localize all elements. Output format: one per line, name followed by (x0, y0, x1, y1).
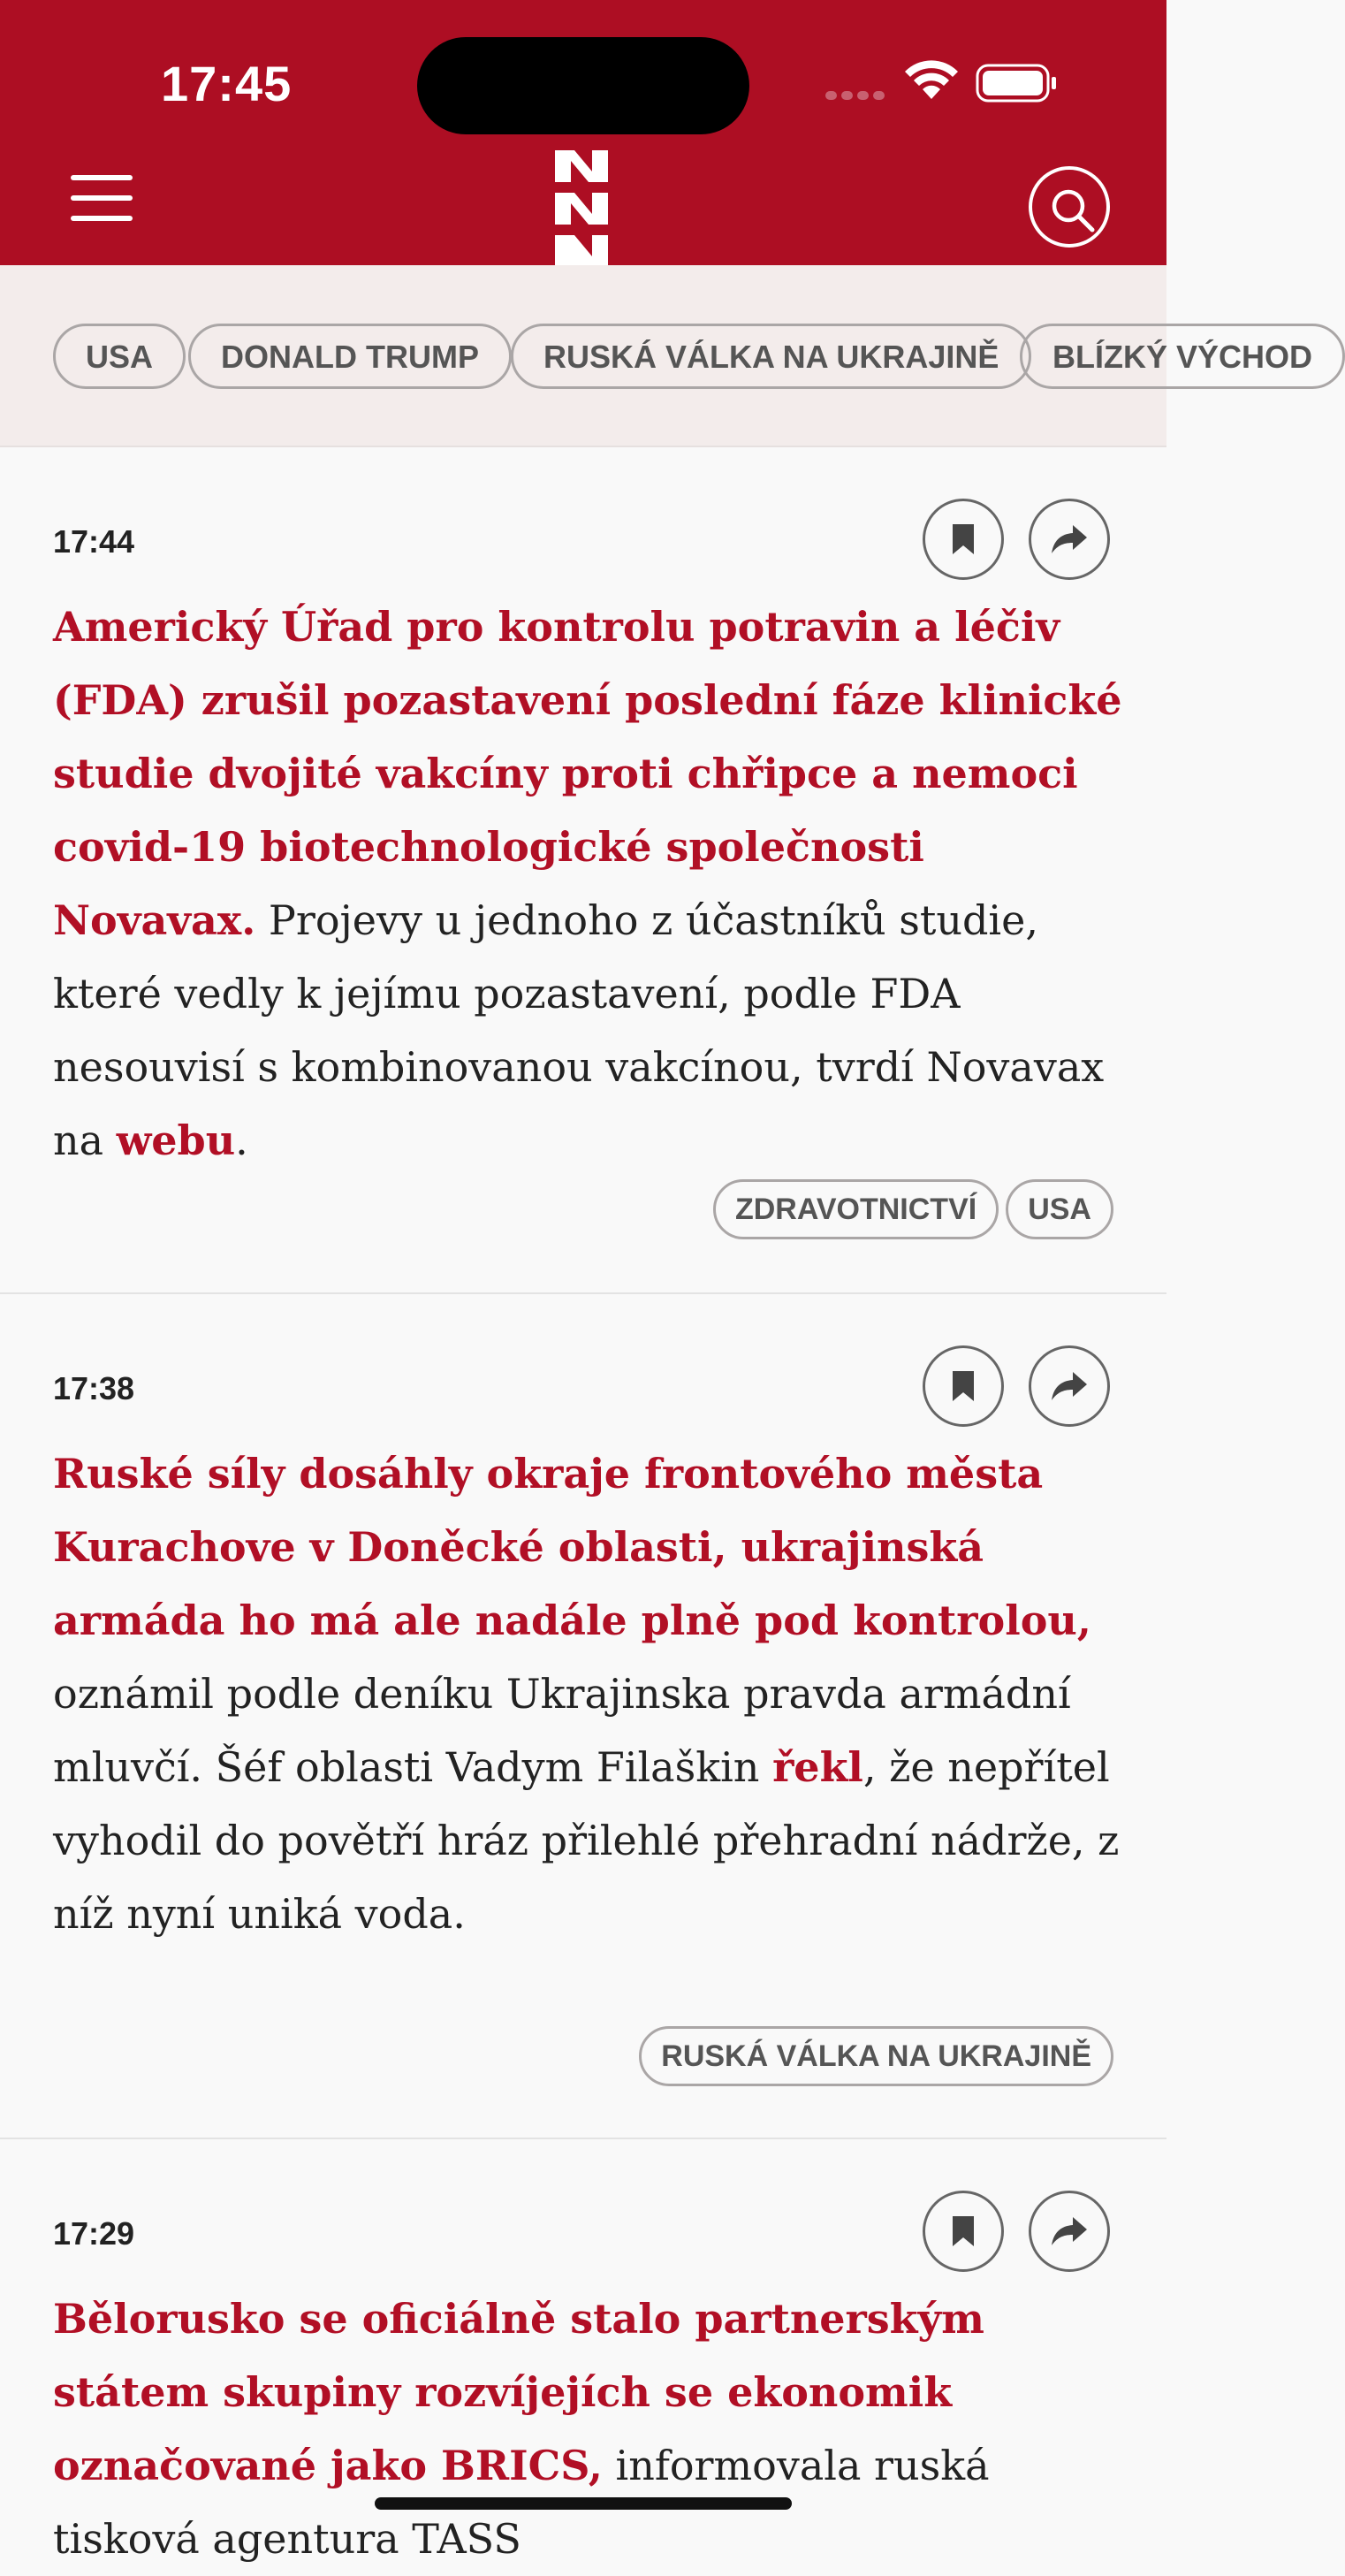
bookmark-icon (951, 522, 976, 556)
article-body-end: , že nepřítel vyhodil do povětří hráz přilehlé přehradní nádrže, z níž nyní uniká voda. (53, 1743, 1120, 1938)
article-headline[interactable]: Americký Úřad pro kontrolu potravin a léčiv (FDA) zrušil pozastavení poslední fáze klinické studie dvojité vakcíny proti chřipce a nemoci covid-19 biotechnologické společnosti Novavax. (53, 603, 1122, 944)
article-headline[interactable]: Ruské síly dosáhly okraje frontového města Kurachove v Doněcké oblasti, ukrajinská armáda ho má ale nadále plně pod kontrolou, (53, 1450, 1091, 1644)
article-tags (639, 2026, 1113, 2086)
bookmark-icon (951, 1369, 976, 1403)
article-body: informovala ruská tisková agentura TASS (53, 2442, 990, 2563)
share-button[interactable] (1029, 499, 1110, 580)
tag-zdravotnictvi[interactable]: ZDRAVOTNICTVÍ (713, 1179, 999, 1239)
topic-chip-bar[interactable] (0, 265, 1313, 447)
article-link[interactable]: webu (116, 1117, 236, 1164)
article-text (53, 1437, 1122, 1951)
article-item[interactable] (0, 1292, 1166, 2139)
article-text (53, 591, 1122, 1177)
chip-ruska-valka[interactable]: RUSKÁ VÁLKA NA UKRAJINĚ (511, 324, 1031, 389)
status-time: 17:45 (161, 56, 293, 111)
article-text (53, 2283, 1122, 2576)
chip-usa[interactable]: USA (53, 324, 186, 389)
article-time: 17:44 (53, 523, 135, 560)
wifi-icon (903, 60, 960, 101)
article-body: Projevy u jednoho z účastníků studie, které vedly k jejímu pozastavení, podle FDA nesouvisí s kombinovanou vakcínou, tvrdí Novavax na (53, 896, 1105, 1164)
chip-donald-trump[interactable]: DONALD TRUMP (188, 324, 512, 389)
search-button[interactable] (1029, 166, 1110, 248)
share-button[interactable] (1029, 1345, 1110, 1427)
article-link[interactable]: řekl (772, 1743, 863, 1791)
tag-ruska-valka[interactable]: RUSKÁ VÁLKA NA UKRAJINĚ (639, 2026, 1113, 2086)
article-body: oznámil podle deníku Ukrajinska pravda armádní mluvčí. Šéf oblasti Vadym Filaškin (53, 1670, 1071, 1791)
home-indicator[interactable] (375, 2497, 792, 2510)
bookmark-button[interactable] (923, 1345, 1004, 1427)
cellular-signal-icon (825, 88, 889, 104)
article-time: 17:38 (53, 1370, 135, 1406)
share-icon (1050, 1370, 1089, 1402)
menu-button[interactable] (71, 175, 141, 239)
share-icon (1050, 2215, 1089, 2247)
battery-icon (976, 64, 1059, 103)
article-time: 17:29 (53, 2215, 135, 2252)
article-body-end: . (235, 1117, 248, 1164)
tag-usa[interactable]: USA (1006, 1179, 1113, 1239)
dynamic-island (417, 37, 749, 134)
share-button[interactable] (1029, 2191, 1110, 2272)
bookmark-button[interactable] (923, 499, 1004, 580)
brand-logo[interactable] (548, 147, 619, 265)
search-icon (1050, 187, 1096, 233)
article-headline[interactable]: Bělorusko se oficiálně stalo partnerským státem skupiny rozvíjejích se ekonomik označované jako BRICS, (53, 2295, 984, 2489)
top-app-bar (0, 0, 1166, 265)
share-icon (1050, 523, 1089, 555)
article-item[interactable] (0, 2138, 1166, 2563)
bookmark-icon (951, 2214, 976, 2248)
article-tags (713, 1179, 1113, 1239)
chip-blizky-vychod[interactable]: BLÍZKÝ VÝCHOD (1020, 324, 1345, 389)
bookmark-button[interactable] (923, 2191, 1004, 2272)
article-item[interactable] (0, 446, 1166, 1294)
